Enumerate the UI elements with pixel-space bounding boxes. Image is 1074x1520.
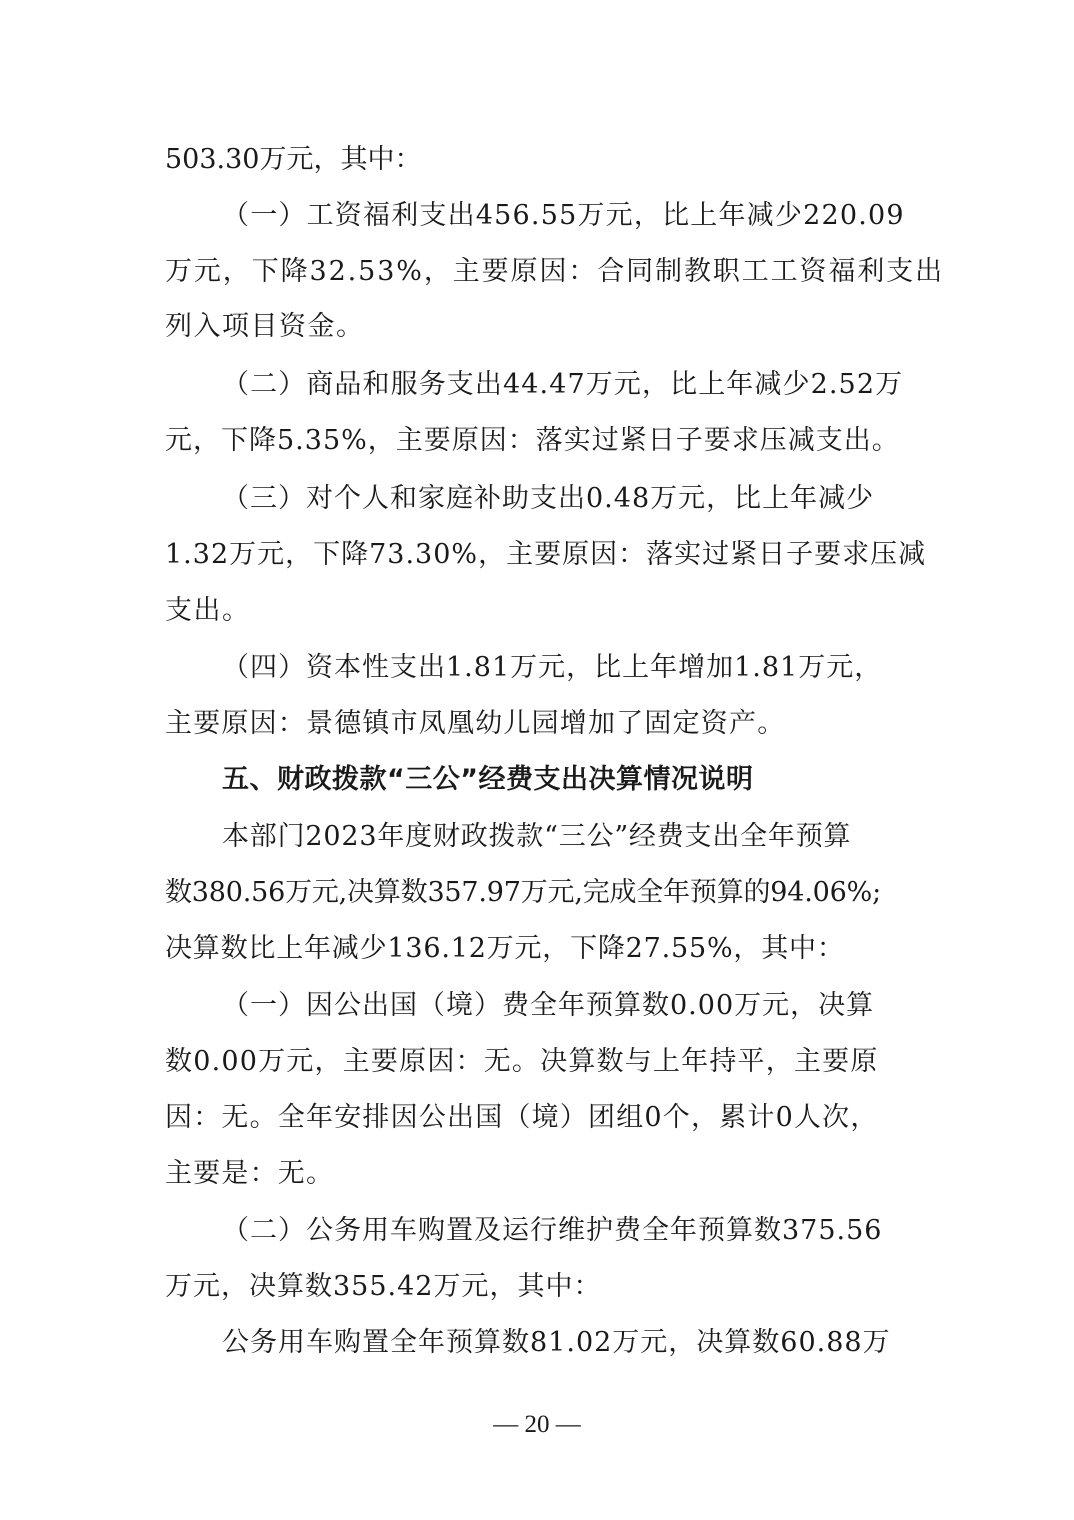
page-number: — 20 — xyxy=(493,1411,581,1438)
paragraph-line: 支出。 xyxy=(165,595,251,626)
paragraph-line: 本部门2023年度财政拨款“三公”经费支出全年预算 xyxy=(222,821,852,852)
paragraph-line: 1.32万元，下降73.30%，主要原因：落实过紧日子要求压减 xyxy=(165,539,927,570)
paragraph-line: 公务用车购置全年预算数81.02万元，决算数60.88万 xyxy=(222,1327,891,1358)
paragraph-line: （四）资本性支出1.81万元，比上年增加1.81万元， xyxy=(222,652,883,683)
paragraph-line: （二）公务用车购置及运行维护费全年预算数375.56 xyxy=(222,1215,883,1246)
paragraph-line: （二）商品和服务支出44.47万元，比上年减少2.52万 xyxy=(222,369,904,400)
paragraph-line: 元，下降5.35%，主要原因：落实过紧日子要求压减支出。 xyxy=(165,425,900,456)
paragraph-line: 主要是：无。 xyxy=(165,1158,335,1189)
paragraph-line: 数0.00万元，主要原因：无。决算数与上年持平，主要原 xyxy=(165,1046,879,1077)
paragraph-line: 503.30万元，其中： xyxy=(165,144,422,175)
paragraph-line: 因：无。全年安排因公出国（境）团组0个，累计0人次， xyxy=(165,1102,879,1133)
paragraph-line: 列入项目资金。 xyxy=(165,311,365,342)
paragraph-line: 数380.56万元,决算数357.97万元,完成全年预算的94.06%; xyxy=(165,877,881,908)
paragraph-line: （一）因公出国（境）费全年预算数0.00万元，决算 xyxy=(222,990,875,1021)
paragraph-line: 万元，下降32.53%，主要原因：合同制教职工工资福利支出 xyxy=(165,256,945,287)
paragraph-line: （一）工资福利支出456.55万元，比上年减少220.09 xyxy=(222,200,905,231)
paragraph-line: 决算数比上年减少136.12万元，下降27.55%，其中： xyxy=(165,933,845,964)
paragraph-line: 万元，决算数355.42万元，其中： xyxy=(165,1271,602,1302)
section-heading: 五、财政拨款“三公”经费支出决算情况说明 xyxy=(222,764,754,795)
paragraph-line: 主要原因：景德镇市凤凰幼儿园增加了固定资产。 xyxy=(165,708,786,739)
paragraph-line: （三）对个人和家庭补助支出0.48万元，比上年减少 xyxy=(222,483,875,514)
